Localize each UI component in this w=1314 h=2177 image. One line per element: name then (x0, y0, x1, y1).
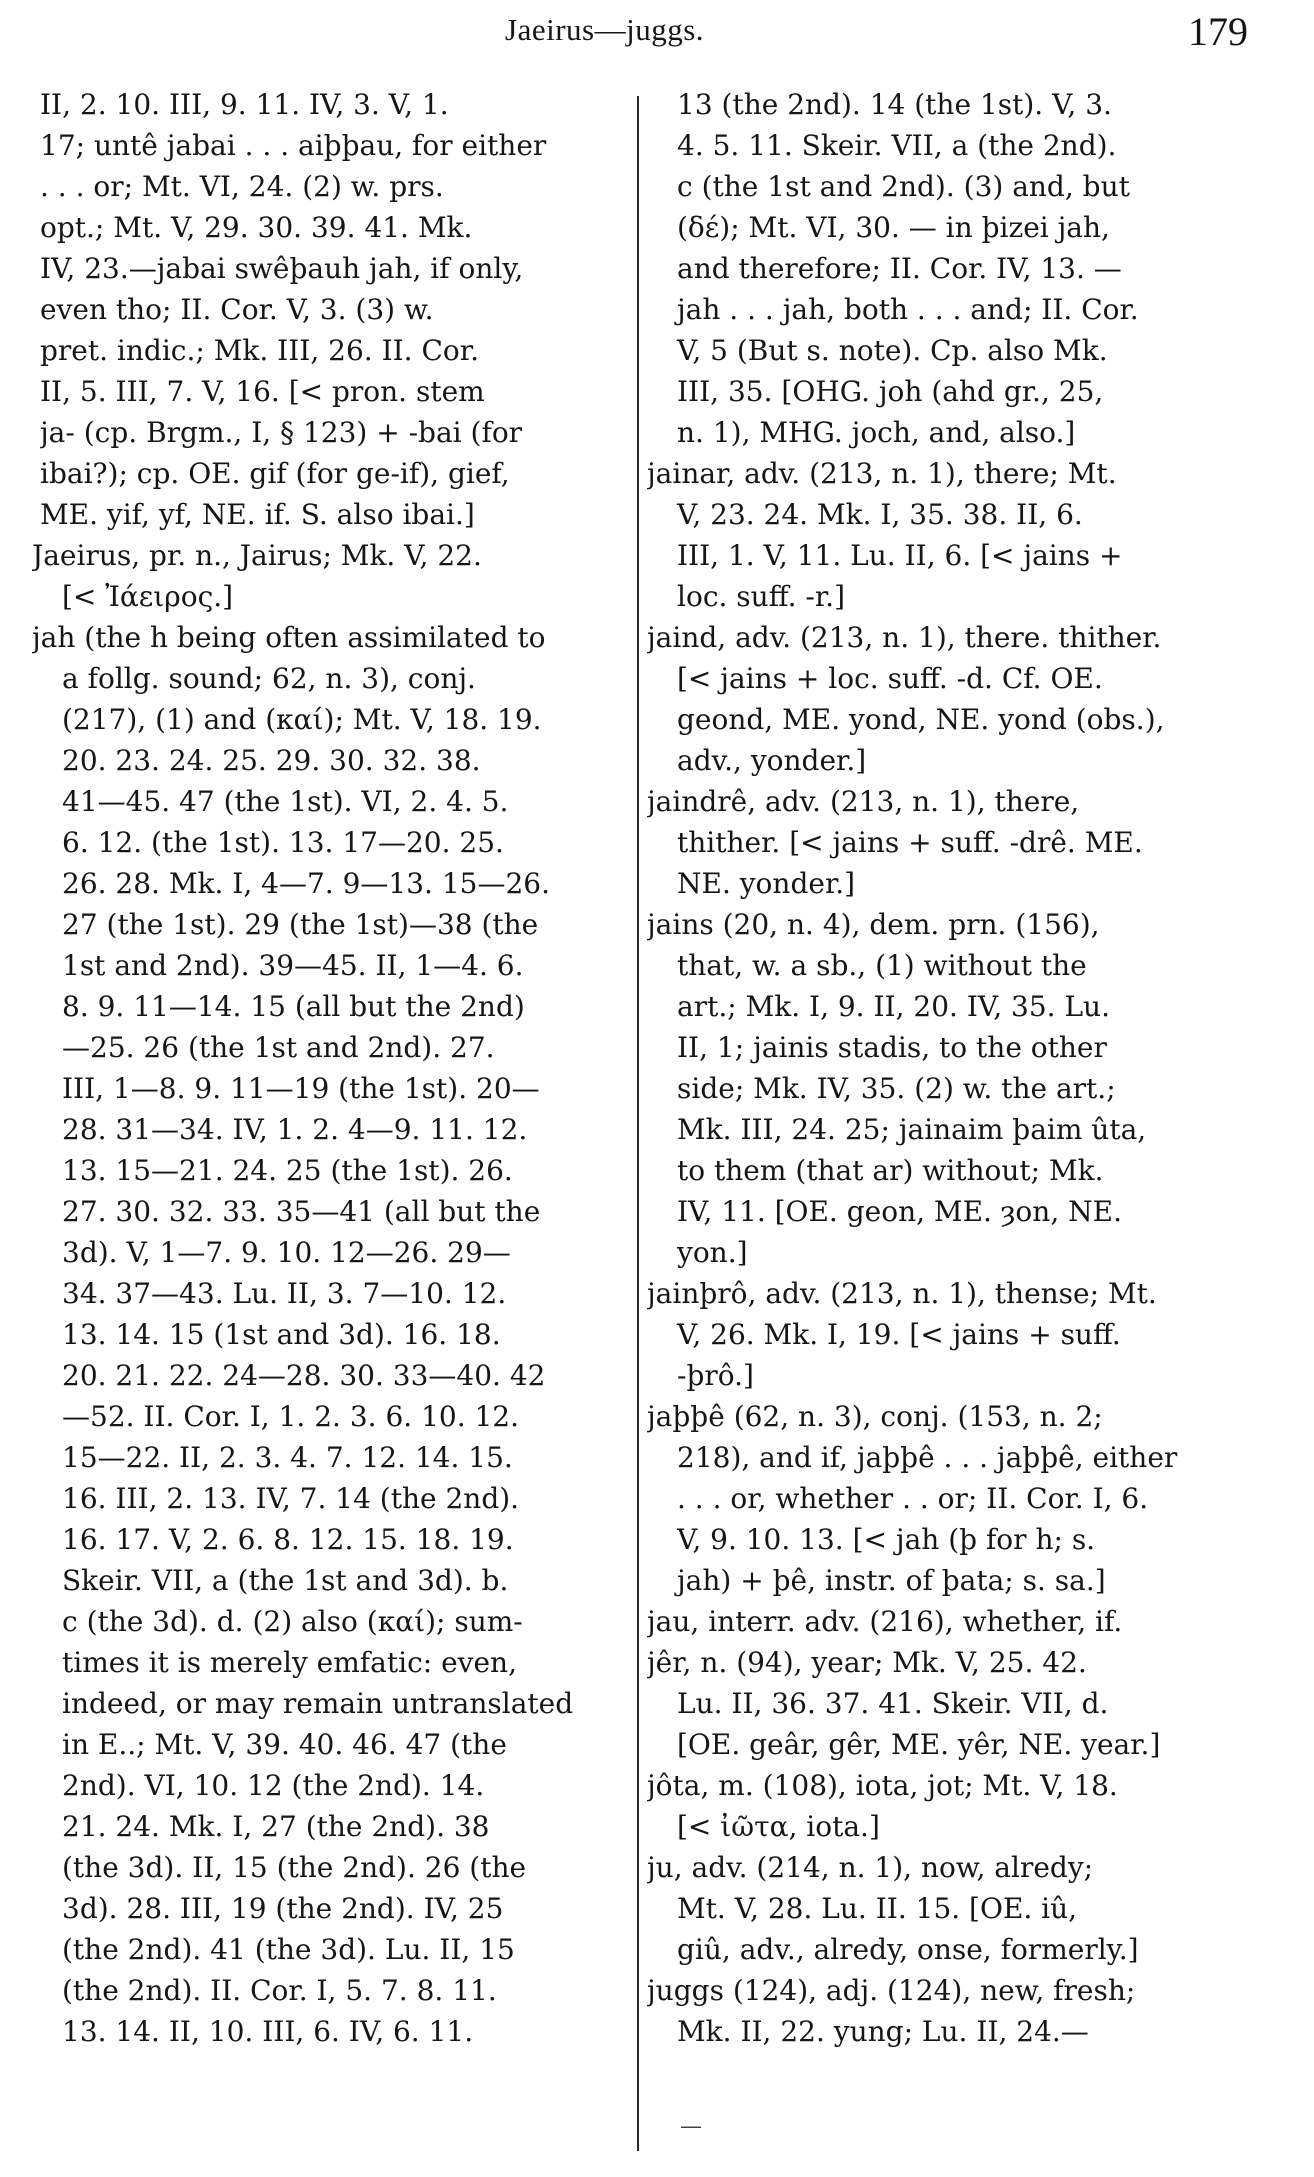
text-line: 28. 31—34. IV, 1. 2. 4—9. 11. 12. (62, 1113, 528, 1146)
text-line: NE. yonder.] (677, 867, 856, 900)
text-line: and therefore; II. Cor. IV, 13. — (677, 252, 1122, 285)
entry-headword-line: jaþþê (62, n. 3), conj. (153, n. 2; (647, 1400, 1103, 1433)
text-line: 20. 21. 22. 24—28. 30. 33—40. 42 (62, 1359, 546, 1392)
text-line: (217), (1) and (καί); Mt. V, 18. 19. (62, 703, 542, 736)
text-line: 16. 17. V, 2. 6. 8. 12. 15. 18. 19. (62, 1523, 514, 1556)
text-line: times it is merely emfatic: even, (62, 1646, 517, 1679)
text-line: 15—22. II, 2. 3. 4. 7. 12. 14. 15. (62, 1441, 513, 1474)
text-line: art.; Mk. I, 9. II, 20. IV, 35. Lu. (677, 990, 1110, 1023)
entry-headword-line: jêr, n. (94), year; Mk. V, 25. 42. (647, 1646, 1087, 1679)
text-line: Skeir. VII, a (the 1st and 3d). b. (62, 1564, 509, 1597)
entry-headword-line: jôta, m. (108), iota, jot; Mt. V, 18. (647, 1769, 1118, 1802)
text-line: 34. 37—43. Lu. II, 3. 7—10. 12. (62, 1277, 507, 1310)
text-line: II, 1; jainis stadis, to the other (677, 1031, 1107, 1064)
footer-mark: — (680, 2114, 702, 2139)
text-line: ja- (cp. Brgm., I, § 123) + -bai (for (40, 416, 523, 449)
text-line: indeed, or may remain untranslated (62, 1687, 574, 1720)
text-line: to them (that ar) without; Mk. (677, 1154, 1104, 1187)
text-line: [< jains + loc. suff. -d. Cf. OE. (677, 662, 1103, 695)
text-line: III, 35. [OHG. joh (ahd gr., 25, (677, 375, 1104, 408)
entry-headword-line: juggs (124), adj. (124), new, fresh; (647, 1974, 1136, 2007)
text-line: Lu. II, 36. 37. 41. Skeir. VII, d. (677, 1687, 1109, 1720)
text-line: V, 5 (But s. note). Cp. also Mk. (677, 334, 1108, 367)
text-line: 4. 5. 11. Skeir. VII, a (the 2nd). (677, 129, 1117, 162)
text-line: 3d). 28. III, 19 (the 2nd). IV, 25 (62, 1892, 504, 1925)
text-line: opt.; Mt. V, 29. 30. 39. 41. Mk. (40, 211, 473, 244)
text-line: 26. 28. Mk. I, 4—7. 9—13. 15—26. (62, 867, 550, 900)
text-line: [OE. geâr, gêr, ME. yêr, NE. year.] (677, 1728, 1161, 1761)
text-line: 13. 14. 15 (1st and 3d). 16. 18. (62, 1318, 501, 1351)
text-line: (the 2nd). 41 (the 3d). Lu. II, 15 (62, 1933, 515, 1966)
text-line: [< ἰῶτα, iota.] (677, 1810, 880, 1843)
text-line: jah) + þê, instr. of þata; s. sa.] (677, 1564, 1106, 1597)
text-line: 1st and 2nd). 39—45. II, 1—4. 6. (62, 949, 524, 982)
text-line: V, 9. 10. 13. [< jah (þ for h; s. (677, 1523, 1096, 1556)
entry-headword-line: jah (the h being often assimilated to (32, 621, 546, 654)
text-line: 13. 15—21. 24. 25 (the 1st). 26. (62, 1154, 513, 1187)
entry-headword-line: jainþrô, adv. (213, n. 1), thense; Mt. (647, 1277, 1157, 1310)
text-line: c (the 3d). d. (2) also (καί); sum- (62, 1605, 523, 1638)
entry-headword-line: ju, adv. (214, n. 1), now, alredy; (647, 1851, 1094, 1884)
text-line: (δέ); Mt. VI, 30. — in þizei jah, (677, 211, 1110, 244)
text-line: a follg. sound; 62, n. 3), conj. (62, 662, 476, 695)
text-line: that, w. a sb., (1) without the (677, 949, 1087, 982)
entry-headword-line: jaindrê, adv. (213, n. 1), there, (647, 785, 1080, 818)
text-line: 17; untê jabai . . . aiþþau, for either (40, 129, 547, 162)
text-line: adv., yonder.] (677, 744, 867, 777)
text-line: thither. [< jains + suff. -drê. ME. (677, 826, 1143, 859)
left-column (32, 84, 628, 2052)
text-line: (the 2nd). II. Cor. I, 5. 7. 8. 11. (62, 1974, 497, 2007)
text-line: IV, 23.—jabai swêþauh jah, if only, (40, 252, 524, 285)
text-line: loc. suff. -r.] (677, 580, 845, 613)
text-line: 16. III, 2. 13. IV, 7. 14 (the 2nd). (62, 1482, 520, 1515)
text-line: —25. 26 (the 1st and 2nd). 27. (62, 1031, 495, 1064)
text-line: 13. 14. II, 10. III, 6. IV, 6. 11. (62, 2015, 474, 2048)
text-line: . . . or; Mt. VI, 24. (2) w. prs. (40, 170, 444, 203)
text-line: 8. 9. 11—14. 15 (all but the 2nd) (62, 990, 525, 1023)
text-line: giû, adv., alredy, onse, formerly.] (677, 1933, 1139, 1966)
text-line: 2nd). VI, 10. 12 (the 2nd). 14. (62, 1769, 485, 1802)
entry-headword-line: jains (20, n. 4), dem. prn. (156), (647, 908, 1100, 941)
text-line: —52. II. Cor. I, 1. 2. 3. 6. 10. 12. (62, 1400, 520, 1433)
text-line: Mt. V, 28. Lu. II. 15. [OE. iû, (677, 1892, 1078, 1925)
text-line: II, 5. III, 7. V, 16. [< pron. stem (40, 375, 485, 408)
entry-headword-line: Jaeirus, pr. n., Jairus; Mk. V, 22. (32, 539, 482, 572)
right-column (647, 84, 1252, 2052)
column-divider (637, 96, 639, 2151)
running-head: Jaeirus—juggs. (505, 12, 705, 47)
text-line: V, 26. Mk. I, 19. [< jains + suff. (677, 1318, 1121, 1351)
text-line: n. 1), MHG. joch, and, also.] (677, 416, 1076, 449)
text-line: pret. indic.; Mk. III, 26. II. Cor. (40, 334, 479, 367)
entry-headword-line: jaind, adv. (213, n. 1), there. thither. (647, 621, 1162, 654)
page-header (0, 8, 1314, 58)
text-line: geond, ME. yond, NE. yond (obs.), (677, 703, 1165, 736)
text-line: V, 23. 24. Mk. I, 35. 38. II, 6. (677, 498, 1083, 531)
text-line: ME. yif, yf, NE. if. S. also ibai.] (40, 498, 475, 531)
text-line: III, 1—8. 9. 11—19 (the 1st). 20— (62, 1072, 540, 1105)
text-line: 20. 23. 24. 25. 29. 30. 32. 38. (62, 744, 481, 777)
text-line: Mk. III, 24. 25; jainaim þaim ûta, (677, 1113, 1147, 1146)
text-line: side; Mk. IV, 35. (2) w. the art.; (677, 1072, 1116, 1105)
text-line: 41—45. 47 (the 1st). VI, 2. 4. 5. (62, 785, 509, 818)
text-line: IV, 11. [OE. geon, ME. ȝon, NE. (677, 1195, 1122, 1228)
text-line: 218), and if, jaþþê . . . jaþþê, either (677, 1441, 1178, 1474)
text-line: . . . or, whether . . or; II. Cor. I, 6. (677, 1482, 1149, 1515)
text-line: 27 (the 1st). 29 (the 1st)—38 (the (62, 908, 539, 941)
text-line: even tho; II. Cor. V, 3. (3) w. (40, 293, 434, 326)
text-line: 21. 24. Mk. I, 27 (the 2nd). 38 (62, 1810, 490, 1843)
text-line: in E..; Mt. V, 39. 40. 46. 47 (the (62, 1728, 507, 1761)
entry-headword-line: jau, interr. adv. (216), whether, if. (647, 1605, 1123, 1638)
text-line: 3d). V, 1—7. 9. 10. 12—26. 29— (62, 1236, 511, 1269)
text-line: yon.] (677, 1236, 748, 1269)
text-line: jah . . . jah, both . . . and; II. Cor. (677, 293, 1139, 326)
text-line: (the 3d). II, 15 (the 2nd). 26 (the (62, 1851, 527, 1884)
text-line: 6. 12. (the 1st). 13. 17—20. 25. (62, 826, 504, 859)
text-line: 13 (the 2nd). 14 (the 1st). V, 3. (677, 88, 1112, 121)
text-line: Mk. II, 22. yung; Lu. II, 24.— (677, 2015, 1089, 2048)
text-line: ibai?); cp. OE. gif (for ge-if), gief, (40, 457, 510, 490)
text-line: -þrô.] (677, 1359, 754, 1392)
page-number: 179 (1188, 9, 1248, 54)
entry-headword-line: jainar, adv. (213, n. 1), there; Mt. (647, 457, 1117, 490)
text-line: 27. 30. 32. 33. 35—41 (all but the (62, 1195, 541, 1228)
text-line: II, 2. 10. III, 9. 11. IV, 3. V, 1. (40, 88, 449, 121)
text-line: III, 1. V, 11. Lu. II, 6. [< jains + (677, 539, 1123, 572)
text-line: [< Ἰάειρος.] (62, 580, 234, 613)
text-line: c (the 1st and 2nd). (3) and, but (677, 170, 1130, 203)
